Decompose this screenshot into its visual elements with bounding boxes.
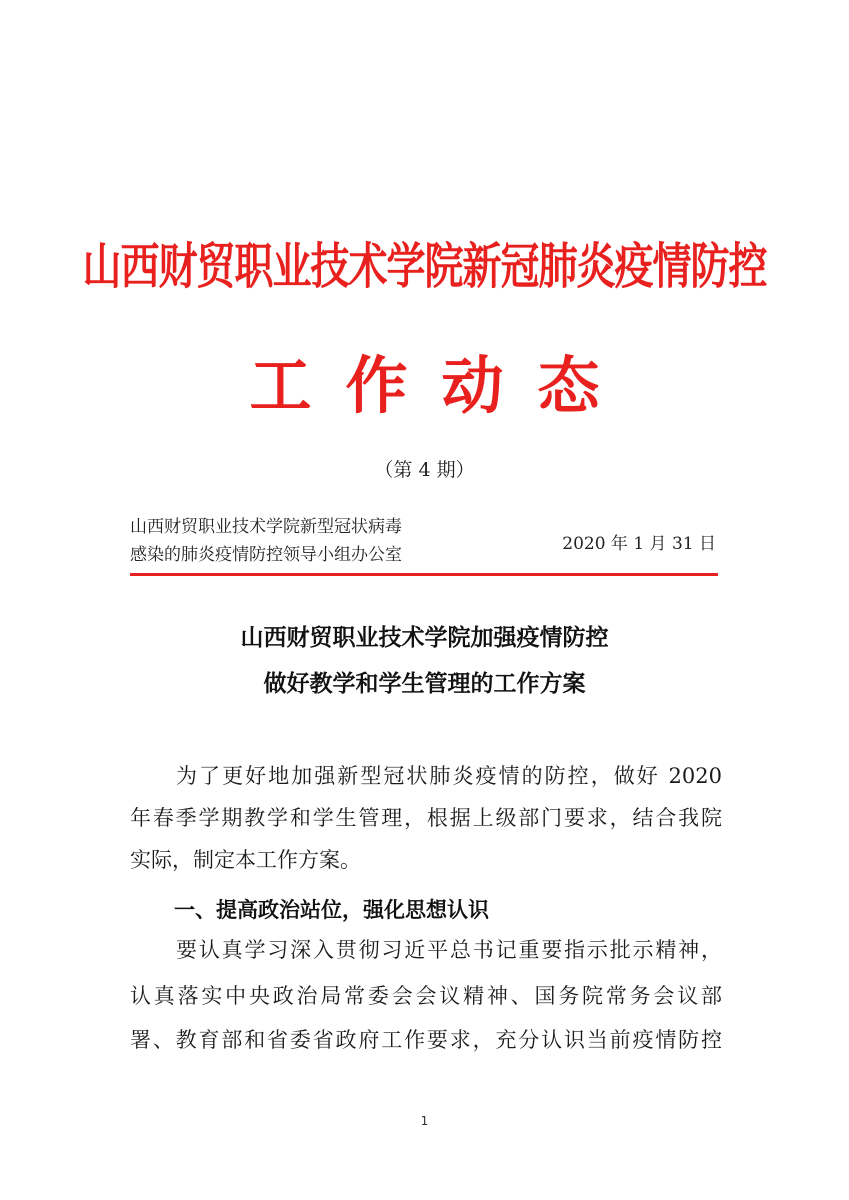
paragraph-2-line-3: 署、教育部和省委省政府工作要求，充分认识当前疫情防控 — [130, 1028, 722, 1052]
issuer-block — [130, 513, 470, 569]
issuer-line-1: 山西财贸职业技术学院新型冠状病毒 — [130, 517, 402, 537]
paragraph-1-line-1: 为了更好地加强新型冠状肺炎疫情的防控，做好 2020 — [176, 764, 722, 788]
issuer-line-2: 感染的肺炎疫情防控领导小组办公室 — [130, 545, 402, 565]
issue-number: （第 4 期） — [374, 459, 475, 481]
paragraph-2-line-2: 认真落实中央政治局常委会会议精神、国务院常务会议部 — [130, 984, 722, 1008]
paragraph-2-line-1: 要认真学习深入贯彻习近平总书记重要指示批示精神， — [176, 938, 722, 962]
section-1-heading: 一、提高政治站位，强化思想认识 — [174, 898, 489, 922]
document-title-line-2: 做好教学和学生管理的工作方案 — [263, 670, 586, 697]
masthead-org-title: 山西财贸职业技术学院新冠肺炎疫情防控 — [82, 239, 767, 296]
document-title-line-1: 山西财贸职业技术学院加强疫情防控 — [240, 624, 609, 651]
red-divider — [130, 573, 718, 576]
masthead-publication-title: 工作动态 — [249, 349, 634, 422]
issue-date: 2020 年 1 月 31 日 — [562, 534, 716, 554]
paragraph-1-line-2: 年春季学期教学和学生管理，根据上级部门要求，结合我院 — [130, 806, 722, 830]
page-number: 1 — [420, 1114, 429, 1128]
paragraph-1-line-3: 实际，制定本工作方案。 — [130, 848, 361, 872]
